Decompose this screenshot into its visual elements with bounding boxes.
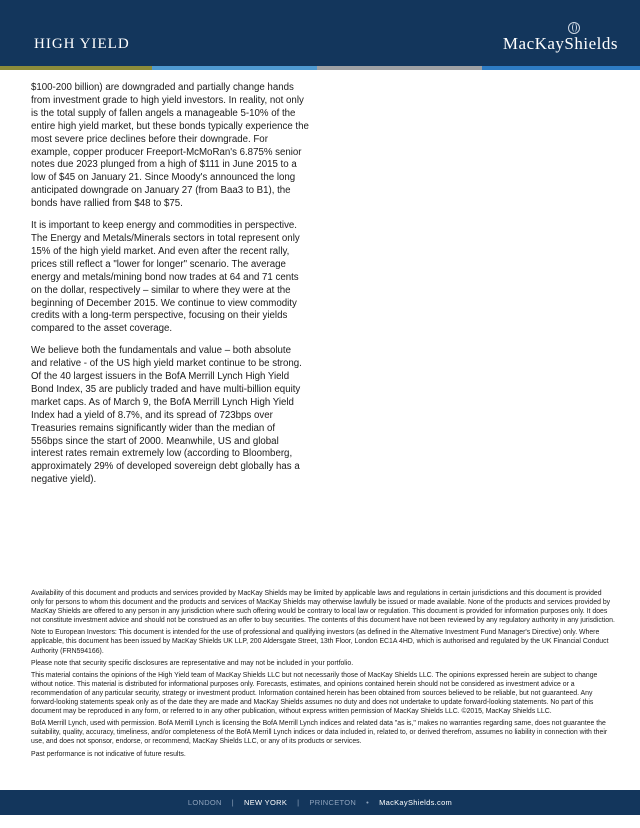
stripe-olive [0,66,152,70]
page-header [0,0,640,66]
stripe-blue [482,66,640,70]
section-title: HIGH YIELD [34,36,130,52]
disclaimer-paragraph: Note to European Investors: This document is intended for the use of professional and qualifying investors (as defined in the Alternative Investment Fund Manager's Directive) only. Where applicable, this document has been issued by MacKay Shields UK LLP, 200 Aldersgate Street, 13th Floor, London EC1A 4HD, which is authorised and regulated by the UK Financial Conduct Authority (FRN594166). [31,629,609,655]
brand-logo: MacKayShields [502,34,618,53]
disclaimer-paragraph: Past performance is not indicative of future results. [31,750,186,758]
article-body [31,82,309,496]
body-paragraph: It is important to keep energy and commodities in perspective. The Energy and Metals/Minerals sectors in total represent only 15% of the high yield market. And even after the recent rally, prices still reflect a "lower for longer" scenario. The average energy and metals/mining bond now trades at 64 and 71 cents on the dollar, respectively – similar to where they were at the beginning of December 2015. We continue to view commodity credits with a long-term perspective, focusing on their yields compared to the asset coverage. [31,220,300,335]
footer-office-london: LONDON [187,798,222,807]
globe-icon [568,22,580,34]
footer-separator: | [297,798,300,807]
disclaimer-paragraph: BofA Merrill Lynch, used with permission. BofA Merrill Lynch is licensing the BofA Merrill Lynch indices and related data "as is," makes no warranties regarding same, does not guarantee the suitability, quality, accuracy, timeliness, and/or completeness of the BofA Merrill Lynch indices or data included in, related to, or derived therefrom, assumes no liability in connection with their use, and does not sponsor, endorse, or recommend, MacKay Shields LLC, or any of its products or services. [31,720,608,746]
footer-bullet: • [366,798,370,807]
stripe-light-blue [152,66,317,70]
disclaimer-paragraph: Please note that security specific disclosures are representative and may not be included in your portfolio. [31,659,354,667]
stripe-gray [317,66,482,70]
disclaimer-paragraph: Availability of this document and products and services provided by MacKay Shields may be limited by applicable laws and regulations in certain jurisdictions and this document is provided only for persons to whom this document and the products and services of MacKay Shields may otherwise lawfully be issued or made available. None of the products and services provided by MacKay Shields are offered to any person in any jurisdiction where such offering would be contrary to local law or regulation. This document is provided for information purposes only. It does not constitute investment advice and should not be construed as an offer to buy securities. The contents of this document have not been reviewed by any regulatory authority in any jurisdiction. [31,590,615,625]
footer-website-link[interactable]: MacKayShields.com [379,798,453,807]
body-paragraph: $100-200 billion) are downgraded and partially change hands from investment grade to high yield investors. In reality, not only is the total supply of fallen angels a manageable 5-10% of the entire high yield market, but these bonds typically experience the most severe price declines before their downgrade. For example, copper producer Freeport-McMoRan's 6.875% senior notes due 2023 plunged from a high of $111 in June 2015 to a low of $45 on January 21. Since Moody's announced the long anticipated downgrade on January 27 (from Baa3 to B1), the bonds have rallied from $48 to $75. [31,82,309,210]
disclaimer-section [31,589,616,762]
disclaimer-paragraph: This material contains the opinions of the High Yield team of MacKay Shields LLC but not necessarily those of MacKay Shields LLC. The opinions expressed herein are subject to change without notice. This material is distributed for informational purposes only. Forecasts, estimates, and opinions contained herein should not be considered as investment advice or a recommendation of any particular security, strategy or investment product. Information contained herein has been obtained from sources believed to be reliable, but not guaranteed. Any forward-looking statements speak only as of the date they are made and MacKay Shields assumes no duty and does not undertake to update forward-looking statements. No part of this document may be reproduced in any form, or referred to in any other publication, without express written permission of MacKay Shields LLC. ©2015, MacKay Shields LLC. [31,671,598,716]
footer-office-new-york: NEW YORK [244,798,288,807]
footer-separator: | [231,798,235,807]
body-paragraph: We believe both the fundamentals and value – both absolute and relative - of the US high yield market continue to be strong. Of the 40 largest issuers in the BofA Merrill Lynch High Yield Bond Index, 35 are publicly traded and have multi-billion equity market caps. As of March 9, the BofA Merrill Lynch High Yield Index had a yield of 8.7%, and its spread of 723bps over Treasuries remains significantly wider than the median of 556bps since the start of 2000. Meanwhile, US and global interest rates remain extremely low (according to Bloomberg, approximately 29% of developed sovereign debt globally has a negative yield). [31,345,302,486]
color-stripe-bar [0,66,640,70]
footer-office-princeton: PRINCETON [309,798,357,807]
page-footer [0,790,640,815]
